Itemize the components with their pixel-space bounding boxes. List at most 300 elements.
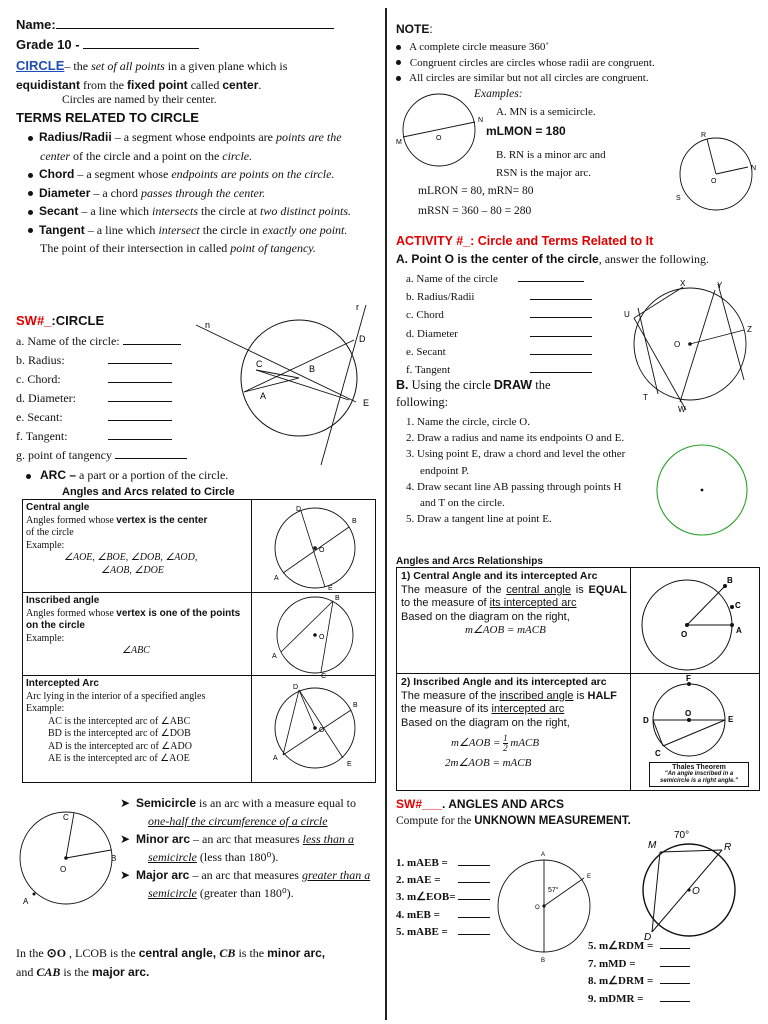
sw2-title <box>396 797 564 811</box>
label-T: T <box>643 393 648 402</box>
thales-caption <box>649 762 749 787</box>
text: the circle in <box>199 222 263 237</box>
label-O: O <box>674 340 681 349</box>
text: from the <box>80 78 128 92</box>
text: 2. mAE = <box>396 874 441 887</box>
example-b-2: RSN is the major arc. <box>496 167 592 179</box>
sw1-item <box>16 427 187 446</box>
label-E: E <box>347 761 352 768</box>
grade-blank <box>83 38 199 49</box>
text: 5. m∠RDM = <box>588 940 654 952</box>
text: Thales Theorem <box>672 764 726 771</box>
text: AC is the intercepted arc of ∠ABC <box>48 715 191 727</box>
bullet-icon <box>28 173 33 178</box>
note-title <box>396 22 433 36</box>
label-M: M <box>396 139 402 146</box>
text: central angle <box>506 583 571 596</box>
label-C: C <box>735 601 741 610</box>
terms-heading: TERMS RELATED TO CIRCLE <box>16 110 199 125</box>
answer-blank[interactable] <box>660 956 690 967</box>
text: The point of their intersection in called <box>40 241 231 255</box>
label-C: C <box>256 359 263 369</box>
text: EQUAL <box>588 583 627 596</box>
answer-blank[interactable] <box>108 429 172 440</box>
example-a: A. MN is a semicircle. <box>496 106 596 118</box>
text: m∠AOB = <box>451 737 504 750</box>
sw2-question <box>588 991 690 1009</box>
text: Secant <box>39 204 79 218</box>
activity-item <box>406 288 592 306</box>
label-E: E <box>363 398 370 408</box>
text: AE is the intercepted arc of ∠AOE <box>48 753 190 764</box>
sw2-question <box>588 938 690 956</box>
answer-blank[interactable] <box>115 448 187 459</box>
text: intercepted arc <box>491 703 565 716</box>
label-C: C <box>655 749 661 758</box>
label-Z: Z <box>747 325 752 334</box>
sw1-item <box>16 389 187 408</box>
text: Angles formed whose <box>26 607 117 619</box>
text: less than a semicircle <box>148 832 354 864</box>
text: Example: <box>26 632 65 644</box>
text: exactly one point. <box>262 222 348 237</box>
text: ∠ABC <box>122 645 150 656</box>
label-E: E <box>328 585 333 592</box>
table-row-divider <box>397 673 759 674</box>
label-A: A <box>273 755 278 762</box>
bullet-icon <box>28 228 33 233</box>
answer-blank[interactable] <box>458 924 490 935</box>
activity-item <box>406 343 592 361</box>
bullet-icon <box>28 191 33 196</box>
label-O: O <box>319 634 325 641</box>
activity-item <box>406 270 592 288</box>
arc-conclusion <box>16 944 376 982</box>
label-57deg: 57° <box>548 887 559 894</box>
text: one-half the circumference of a circle <box>148 814 328 828</box>
answer-blank[interactable] <box>530 326 592 337</box>
text: Compute for the <box>396 815 475 827</box>
example-b-1: B. RN is a minor arc and <box>496 149 606 161</box>
label-W: W <box>678 405 686 414</box>
text: 5. mABE = <box>396 925 448 938</box>
text: 9. mDMR = <box>588 992 644 1005</box>
label-C: C <box>63 813 69 822</box>
label-N: N <box>478 117 484 124</box>
answer-blank[interactable] <box>108 372 172 383</box>
activity-items <box>406 270 592 379</box>
text: SW#___ <box>396 797 443 811</box>
text: Major arc <box>136 868 190 882</box>
term-radius <box>26 128 366 165</box>
text: vertex is the center <box>116 514 208 526</box>
text: d. Diameter <box>406 327 458 340</box>
label-U: U <box>624 310 630 319</box>
text: HALF <box>587 689 617 702</box>
draw-circle-figure <box>650 444 754 538</box>
text: in a given plane which is <box>164 59 288 73</box>
text: Chord <box>39 167 75 181</box>
inscribed-angle-figure <box>263 594 363 680</box>
central-angle-cell <box>26 502 248 577</box>
text: c. Chord <box>406 309 444 322</box>
label-O: O <box>436 135 442 142</box>
label-O: O <box>319 547 325 554</box>
text: ∠AOB, ∠DOE <box>101 564 164 576</box>
example-a-eq: mLMON = 180 <box>486 124 566 138</box>
sw2-circle-figure-2 <box>634 828 744 943</box>
text: The measure of the <box>401 689 500 702</box>
text: is the <box>235 946 268 960</box>
text: 2m∠AOB = mACB <box>445 757 532 770</box>
table-col-divider <box>251 500 252 782</box>
text: Central angle <box>26 502 90 513</box>
text: 4. mEB = <box>396 908 440 921</box>
text: Example: <box>26 539 65 551</box>
text: Using the circle <box>408 378 494 392</box>
minor-arc-def: ➤ Minor arc – an arc that measures less than a semicircle (less than 180⁰). <box>120 832 354 864</box>
text: ACTIVITY #_: Circle and Terms Related to It <box>396 234 654 248</box>
intercepted-arc-figure <box>263 680 363 780</box>
text: passes through the center. <box>141 185 266 200</box>
text: 1 <box>503 733 508 744</box>
text: major arc. <box>92 965 150 979</box>
examples-label: Examples: <box>474 88 523 100</box>
text: is the <box>60 965 93 979</box>
text: intersect <box>158 222 200 237</box>
example-b-eq2: mRSN = 360 – 80 = 280 <box>418 205 532 217</box>
name-blank <box>56 18 334 29</box>
text: – an arc that measures <box>189 868 302 882</box>
text: the measure of its <box>401 703 492 716</box>
sw2-questions-2 <box>588 938 690 1008</box>
answer-blank[interactable] <box>530 307 592 318</box>
label-A: A <box>272 653 277 660</box>
text: equidistant <box>16 78 81 92</box>
text: mACB <box>507 737 540 750</box>
sw1-item <box>16 408 187 427</box>
activity-step: 2. Draw a radius and name its endpoints O and E. <box>406 432 625 445</box>
activity-step: 4. Draw secant line AB passing through points H and T on the circle. <box>406 480 622 510</box>
answer-blank[interactable] <box>458 889 490 900</box>
text: e. Secant <box>406 345 446 358</box>
text: Inscribed angle <box>26 595 100 606</box>
sw1-item <box>16 351 187 370</box>
answer-blank[interactable] <box>530 289 592 300</box>
activity-step: 3. Using point E, draw a chord and level the other endpoint P. <box>406 448 626 477</box>
text: : <box>429 22 433 36</box>
sw1-item <box>16 332 187 351</box>
text: of the circle <box>26 527 74 538</box>
label-A: A <box>541 852 546 858</box>
label-O: O <box>60 865 67 874</box>
label-B: B <box>353 702 358 709</box>
text: ⊙O <box>46 946 67 960</box>
semicircle-def: ➤ Semicircle is an arc with a measure equal to one-half the circumference of a circle <box>120 796 356 828</box>
activity-step: 1. Name the circle, circle O. <box>406 416 530 428</box>
text: m∠AOB = mACB <box>465 624 546 637</box>
text: its intercepted arc <box>489 597 577 610</box>
answer-blank[interactable] <box>458 872 490 883</box>
text: In the <box>16 946 47 960</box>
label-O: O <box>685 709 692 718</box>
text: greater than a semicircle <box>148 868 371 900</box>
text: (less than 180⁰). <box>196 850 279 864</box>
example-b-eq1: mLRON = 80, mRN= 80 <box>418 185 534 197</box>
sw2-question <box>396 889 490 906</box>
sw2-question <box>396 907 490 924</box>
semicircle-figure <box>16 808 141 908</box>
text: AD is the intercepted arc of ∠ADO <box>48 740 192 752</box>
sw2-question <box>396 924 490 941</box>
text: Angles formed whose <box>26 514 117 526</box>
answer-blank[interactable] <box>108 410 172 421</box>
text: fixed point <box>127 78 188 92</box>
activity-step: 5. Draw a tangent line at point E. <box>406 513 552 526</box>
text: "An angle inscribed in a semicircle is a right angle." <box>660 771 738 784</box>
bullet-icon <box>396 45 401 50</box>
text: intersects <box>152 204 199 218</box>
major-arc-def: ➤ Major arc – an arc that measures greater than a semicircle (greater than 180⁰). <box>120 868 371 900</box>
text: UNKNOWN MEASUREMENT. <box>474 815 631 827</box>
text: 1. mAEB = <box>396 857 448 869</box>
text: CB <box>219 946 236 960</box>
text: is an arc with a measure equal to <box>196 796 356 810</box>
arc-table-title: Angles and Arcs related to Circle <box>62 486 235 498</box>
term-chord <box>26 165 366 184</box>
text: Arc lying in the interior of a specified angles <box>26 690 206 702</box>
arc-table <box>22 499 376 783</box>
label-D: D <box>644 932 652 943</box>
text: inscribed angle <box>499 689 574 702</box>
text: – a line which <box>84 222 159 237</box>
text: CAB <box>36 965 61 979</box>
name-label: Name: <box>16 17 56 32</box>
answer-blank[interactable] <box>108 391 172 402</box>
text: Semicircle <box>136 796 197 810</box>
sw2-question <box>396 855 490 872</box>
activity-item <box>406 306 592 324</box>
text: – a chord <box>90 185 142 200</box>
text: 2 <box>503 743 508 754</box>
answer-blank[interactable] <box>458 907 490 918</box>
label-E: E <box>728 715 734 724</box>
text: – a line which <box>78 204 153 218</box>
text: f. Tangent <box>406 364 451 377</box>
text: two distinct points. <box>259 204 351 218</box>
text: c. Chord: <box>16 372 61 386</box>
text: DRAW <box>493 378 533 392</box>
sw1-circle-diagram <box>186 300 386 470</box>
left-column <box>16 0 378 1024</box>
answer-blank[interactable] <box>530 344 592 355</box>
inscribed-angle-cell <box>26 595 248 658</box>
sw2-question <box>588 956 690 974</box>
text: (greater than 180⁰). <box>196 886 294 900</box>
label-D: D <box>359 334 366 344</box>
label-O: O <box>319 727 325 734</box>
text: e. Secant: <box>16 410 63 424</box>
note-list <box>396 40 756 87</box>
sw1-title <box>16 313 104 328</box>
answer-blank[interactable] <box>518 271 584 282</box>
text: . ANGLES AND ARCS <box>442 797 565 811</box>
label-X: X <box>680 279 686 288</box>
label-B: B <box>352 518 357 525</box>
circle-word: CIRCLE <box>16 58 65 73</box>
label-F: F <box>686 674 691 683</box>
sw2-instructions <box>396 815 631 827</box>
text: 3. m∠EOB= <box>396 891 456 904</box>
central-relationship-cell <box>401 570 627 638</box>
text: is <box>571 583 589 596</box>
label-D: D <box>643 716 649 725</box>
text: central angle, <box>138 946 220 960</box>
text: Based on the diagram on the right, <box>401 716 570 729</box>
sw2-questions-1 <box>396 855 490 941</box>
table-col-divider <box>630 568 631 790</box>
label-B: B <box>541 958 546 964</box>
text: The measure of the <box>401 583 507 596</box>
text: a. Name of the circle <box>406 273 498 285</box>
text: B. <box>396 378 409 392</box>
label-C: C <box>321 673 327 680</box>
text: center <box>222 78 259 92</box>
label-r: r <box>356 302 359 312</box>
sw1-items <box>16 332 187 465</box>
label-O: O <box>711 178 717 185</box>
label-R: R <box>724 842 732 853</box>
text: – the <box>64 59 92 73</box>
text: 8. m∠DRM = <box>588 975 654 987</box>
intercepted-arc-cell <box>26 678 250 766</box>
text: Example: <box>26 703 65 714</box>
text: ARC – <box>40 468 77 482</box>
text: , answer the following. <box>598 252 710 266</box>
text: A complete circle measure 360˚ <box>409 41 550 53</box>
text: Tangent <box>39 222 85 237</box>
text: Minor arc <box>136 832 191 846</box>
text: d. Diameter: <box>16 391 76 405</box>
bullet-icon <box>28 210 33 215</box>
circle-definition <box>16 56 376 95</box>
table-row-divider <box>23 592 375 593</box>
grade-label: Grade 10 - <box>16 37 80 52</box>
answer-blank[interactable] <box>123 334 181 345</box>
label-A: A <box>736 626 742 635</box>
activity-part-b <box>396 377 596 411</box>
text: ∠AOE, ∠BOE, ∠DOB, ∠AOD, <box>64 552 198 563</box>
circles-named-note: Circles are named by their center. <box>62 94 217 106</box>
text: is <box>573 689 588 702</box>
text: endpoints are points on the circle. <box>171 167 335 181</box>
text: vertex is one of the points on the circle <box>26 607 241 631</box>
text: called <box>187 78 223 92</box>
text: f. Tangent: <box>16 429 68 443</box>
label-N: N <box>751 165 757 172</box>
text: Based on the diagram on the right, <box>401 610 570 623</box>
text: b. Radius: <box>16 353 65 367</box>
sw2-question <box>396 872 490 889</box>
answer-blank[interactable] <box>530 362 592 373</box>
label-E: E <box>587 874 592 880</box>
label-R: R <box>701 132 707 139</box>
text: A. Point O is the center of the circle <box>396 252 599 266</box>
activity-title <box>396 234 653 248</box>
text: minor arc, <box>267 946 326 960</box>
grade-line <box>16 37 199 52</box>
answer-blank[interactable] <box>458 855 490 866</box>
answer-blank[interactable] <box>660 973 690 984</box>
text: 7. mMD = <box>588 957 636 970</box>
text: All circles are similar but not all circles are congruent. <box>409 72 649 84</box>
relationships-table <box>396 567 760 791</box>
label-A: A <box>274 575 279 582</box>
text: point of tangency. <box>230 241 316 255</box>
note-item <box>396 56 756 72</box>
label-S: S <box>676 195 681 202</box>
activity-part-a <box>396 252 709 267</box>
answer-blank[interactable] <box>660 991 690 1002</box>
central-relationship-figure <box>635 571 755 671</box>
text: the circle at <box>198 204 260 218</box>
text: – a segment whose endpoints are <box>111 130 276 144</box>
text: b. Radius/Radii <box>406 291 475 304</box>
sw1-item <box>16 370 187 389</box>
label-Y: Y <box>717 281 723 290</box>
text: a. Name of the circle: <box>16 334 120 348</box>
text: – a segment whose <box>74 167 172 181</box>
text: to the measure of <box>401 597 490 610</box>
column-divider <box>385 8 387 1020</box>
label-A: A <box>260 391 267 401</box>
term-tangent <box>26 221 366 258</box>
label-D: D <box>296 506 302 513</box>
text: NOTE <box>396 22 430 36</box>
text: g. point of tangency <box>16 448 112 462</box>
text: Intercepted Arc <box>26 678 99 689</box>
label-M: M <box>648 840 657 851</box>
name-line <box>16 17 334 32</box>
activity-circle-figure <box>620 272 760 422</box>
relationships-title: Angles and Arcs Relationships <box>396 556 543 567</box>
note-item <box>396 71 756 87</box>
semicircle-example-figure <box>394 92 484 172</box>
text: 1) Central Angle and its intercepted Arc <box>401 570 598 582</box>
arc-definition <box>26 468 228 483</box>
text: BD is the intercepted arc of ∠DOB <box>48 728 191 739</box>
text: Diameter <box>39 185 91 200</box>
text: – an arc that measures <box>190 832 303 846</box>
text: 2) Inscribed Angle and its intercepted arc <box>401 676 607 688</box>
text: :CIRCLE <box>51 313 105 328</box>
minor-major-arc-figure <box>672 130 762 210</box>
label-n: n <box>205 320 211 330</box>
text: . <box>258 78 262 92</box>
text: SW#_ <box>16 313 52 328</box>
answer-blank[interactable] <box>660 938 690 949</box>
text: of the circle and a point on the <box>69 148 223 163</box>
label-B: B <box>111 854 117 863</box>
activity-steps <box>406 414 638 527</box>
bullet-icon <box>396 60 401 65</box>
note-item <box>396 40 756 56</box>
term-diameter <box>26 184 366 203</box>
answer-blank[interactable] <box>108 353 172 364</box>
label-D: D <box>293 684 299 691</box>
sw1-item <box>16 446 187 465</box>
text: points are the center <box>40 130 342 163</box>
